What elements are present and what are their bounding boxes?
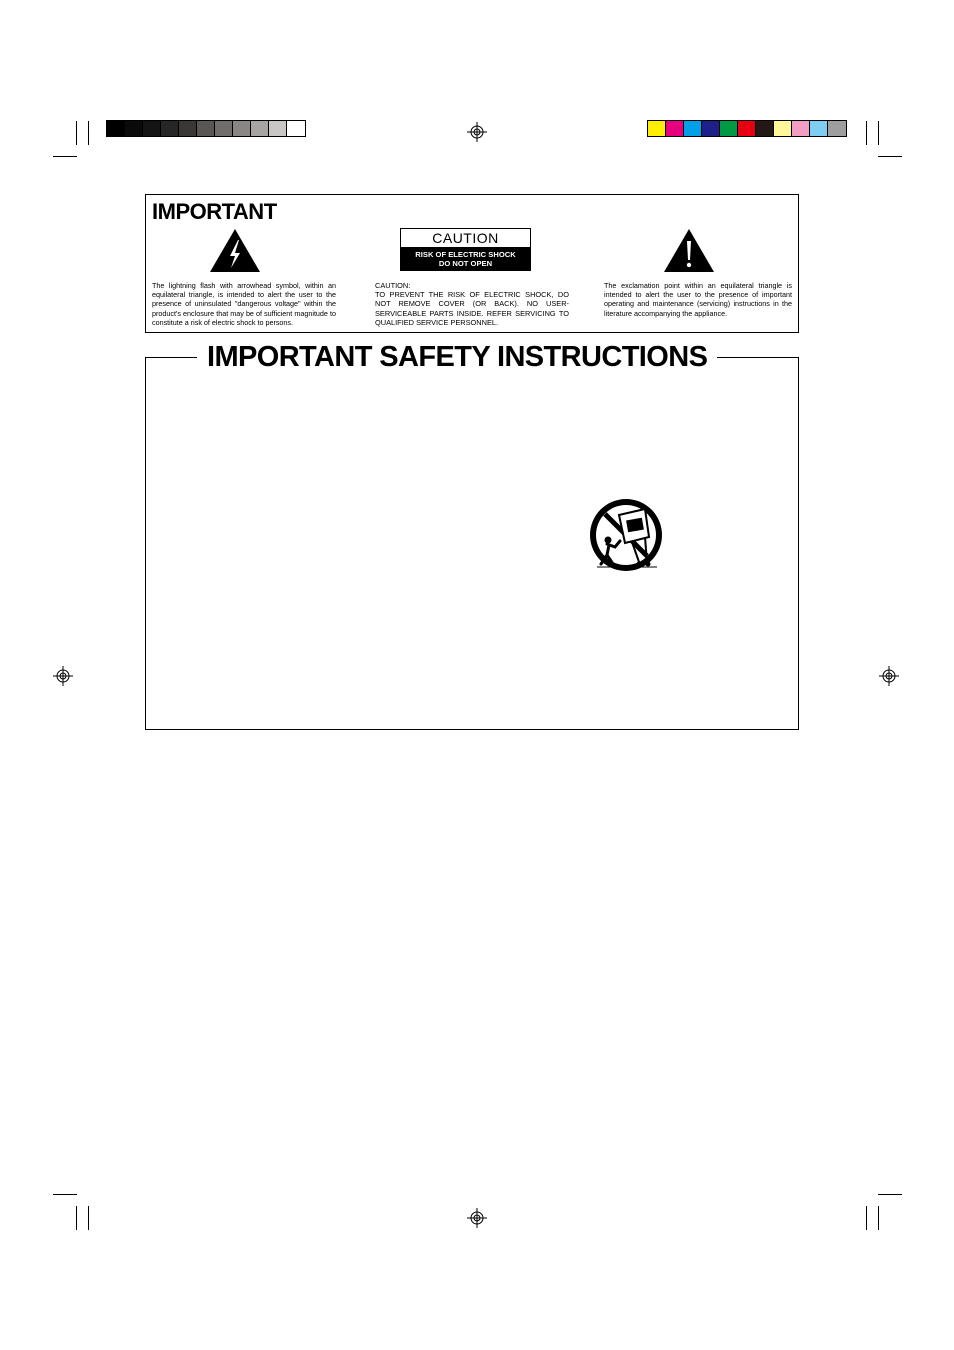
color-swatch	[161, 121, 179, 136]
color-swatch	[125, 121, 143, 136]
grayscale-color-bar	[106, 120, 306, 137]
registration-mark-icon	[467, 122, 487, 142]
crop-mark	[866, 121, 867, 145]
cart-tip-over-icon	[587, 497, 667, 575]
color-swatch	[684, 121, 702, 136]
color-swatch	[287, 121, 305, 136]
color-swatch	[828, 121, 846, 136]
crop-mark	[878, 1206, 879, 1230]
crop-mark	[878, 1194, 902, 1195]
safety-instructions-box	[145, 357, 799, 730]
caution-label-warning	[401, 248, 530, 271]
color-swatch	[179, 121, 197, 136]
crop-mark	[76, 121, 77, 145]
caution-body: TO PREVENT THE RISK OF ELECTRIC SHOCK, DO NOT REMOVE COVER (OR BACK). NO USER-SERVICEABLE PARTS INSIDE. REFER SERVICING TO QUALIFIED SERVICE PERSONNEL.	[375, 290, 569, 327]
color-swatch	[774, 121, 792, 136]
exclamation-triangle-icon	[663, 228, 715, 273]
color-swatch	[197, 121, 215, 136]
caution-label	[400, 228, 531, 271]
color-swatch	[702, 121, 720, 136]
registration-mark-icon	[467, 1208, 487, 1228]
crop-mark	[866, 1206, 867, 1230]
color-swatch	[648, 121, 666, 136]
color-swatch	[792, 121, 810, 136]
color-swatch	[107, 121, 125, 136]
crop-mark	[76, 1206, 77, 1230]
crop-mark	[878, 121, 879, 145]
caution-label-title: CAUTION	[401, 229, 530, 248]
color-swatch	[666, 121, 684, 136]
safety-title: IMPORTANT SAFETY INSTRUCTIONS	[197, 341, 717, 374]
important-title: IMPORTANT	[152, 199, 277, 224]
registration-mark-icon	[53, 666, 73, 686]
color-swatch	[215, 121, 233, 136]
important-notice-box	[145, 194, 799, 333]
color-swatch	[269, 121, 287, 136]
crop-mark	[88, 121, 89, 145]
color-swatch	[810, 121, 828, 136]
color-swatch	[756, 121, 774, 136]
caution-description	[375, 281, 569, 327]
crop-mark	[53, 156, 77, 157]
color-swatch	[738, 121, 756, 136]
exclamation-description: The exclamation point within an equilateral triangle is intended to alert the user to the presence of important operating and maintenance (servicing) instructions in the literature accompanying the appliance.	[604, 281, 792, 318]
crop-mark	[53, 1194, 77, 1195]
color-swatch	[720, 121, 738, 136]
caution-label-line1: RISK OF ELECTRIC SHOCK	[415, 250, 516, 259]
registration-mark-icon	[879, 666, 899, 686]
caution-heading: CAUTION:	[375, 281, 411, 290]
color-swatch	[233, 121, 251, 136]
crop-mark	[88, 1206, 89, 1230]
caution-label-line2: DO NOT OPEN	[438, 259, 493, 268]
lightning-description: The lightning flash with arrowhead symbol, within an equilateral triangle, is intended to alert the user to the presence of uninsulated "dangerous voltage" within the product's enclosure that may be of sufficient magnitude to constitute a risk of electric shock to persons.	[152, 281, 336, 327]
color-swatch	[143, 121, 161, 136]
lightning-triangle-icon	[209, 228, 261, 273]
process-color-bar	[647, 120, 847, 137]
color-swatch	[251, 121, 269, 136]
crop-mark	[878, 156, 902, 157]
